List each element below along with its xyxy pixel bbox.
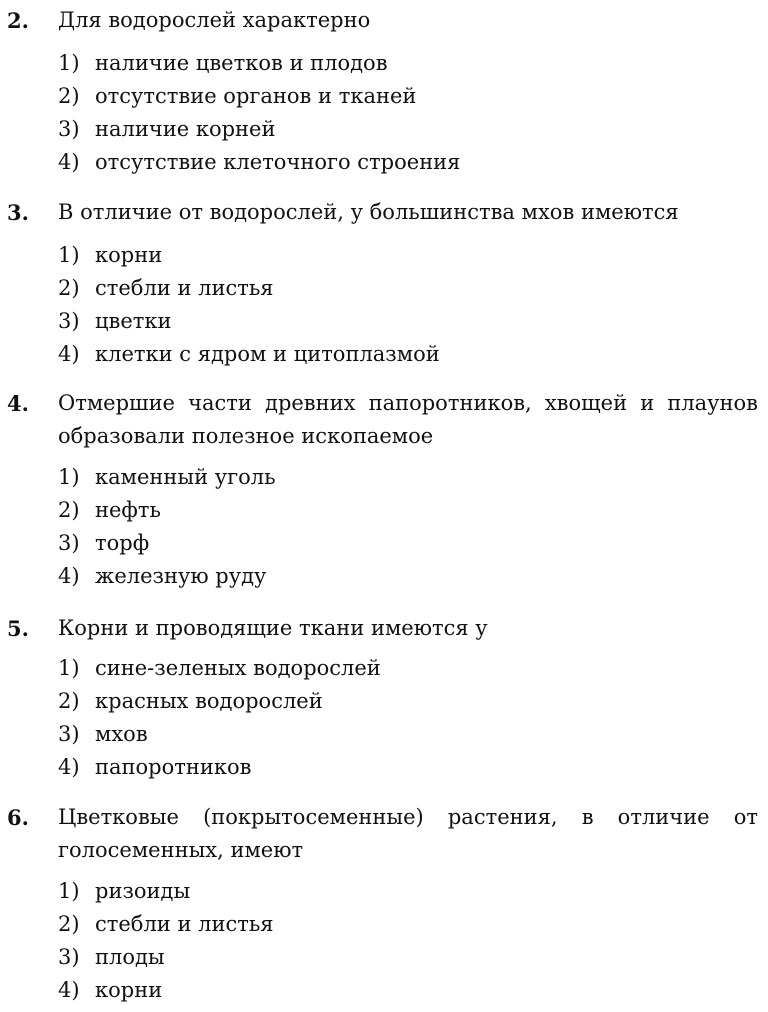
answer-option[interactable]: [58, 560, 758, 593]
option-number: 3): [58, 117, 80, 141]
option-text: сине-зеленых водорослей: [95, 656, 381, 680]
answer-option[interactable]: [58, 652, 758, 685]
answer-option[interactable]: [58, 80, 758, 113]
option-number: 1): [58, 465, 80, 489]
option-text: корни: [95, 978, 163, 1002]
option-text: красных водорослей: [95, 689, 323, 713]
option-text: цветки: [95, 309, 172, 333]
option-text: клетки с ядром и цитоплазмой: [95, 342, 440, 366]
question-number: 3.: [7, 200, 29, 225]
option-text: стебли и листья: [95, 912, 274, 936]
answer-options: [58, 461, 758, 593]
option-text: стебли и листья: [95, 276, 274, 300]
option-number: 3): [58, 531, 80, 555]
option-text: отсутствие органов и тканей: [95, 84, 417, 108]
option-text: мхов: [95, 722, 148, 746]
answer-option[interactable]: [58, 941, 758, 974]
question-number: 5.: [7, 616, 29, 641]
question-text: Отмершие части древних папоротников, хвощей и плаунов образовали полезное ископаемое: [58, 391, 758, 448]
option-number: 3): [58, 722, 80, 746]
option-number: 1): [58, 51, 80, 75]
answer-option[interactable]: [58, 305, 758, 338]
answer-option[interactable]: [58, 974, 758, 1007]
option-number: 4): [58, 978, 80, 1002]
answer-option[interactable]: [58, 461, 758, 494]
answer-option[interactable]: [58, 908, 758, 941]
option-number: 2): [58, 689, 80, 713]
option-number: 1): [58, 243, 80, 267]
answer-options: [58, 47, 758, 179]
option-text: отсутствие клеточного строения: [95, 150, 461, 174]
option-number: 3): [58, 309, 80, 333]
question-number: 2.: [7, 8, 29, 33]
answer-option[interactable]: [58, 146, 758, 179]
answer-options: [58, 239, 758, 371]
option-text: плоды: [95, 945, 165, 969]
answer-option[interactable]: [58, 47, 758, 80]
answer-options: [58, 875, 758, 1007]
option-number: 1): [58, 879, 80, 903]
option-number: 4): [58, 755, 80, 779]
option-text: корни: [95, 243, 163, 267]
answer-options: [58, 652, 758, 784]
answer-option[interactable]: [58, 113, 758, 146]
answer-option[interactable]: [58, 751, 758, 784]
answer-option[interactable]: [58, 685, 758, 718]
option-number: 3): [58, 945, 80, 969]
answer-option[interactable]: [58, 272, 758, 305]
answer-option[interactable]: [58, 527, 758, 560]
option-number: 2): [58, 84, 80, 108]
option-number: 4): [58, 342, 80, 366]
option-text: наличие корней: [95, 117, 276, 141]
question-text: В отличие от водорослей, у большинства мхов имеются: [58, 200, 679, 224]
option-number: 2): [58, 498, 80, 522]
answer-option[interactable]: [58, 494, 758, 527]
option-text: нефть: [95, 498, 161, 522]
option-text: папоротников: [95, 755, 252, 779]
question-number: 6.: [7, 805, 29, 830]
option-number: 4): [58, 150, 80, 174]
option-number: 2): [58, 912, 80, 936]
option-text: железную руду: [95, 564, 267, 588]
answer-option[interactable]: [58, 875, 758, 908]
question-number: 4.: [7, 391, 29, 416]
answer-option[interactable]: [58, 239, 758, 272]
option-text: наличие цветков и плодов: [95, 51, 388, 75]
option-text: ризоиды: [95, 879, 191, 903]
option-number: 2): [58, 276, 80, 300]
answer-option[interactable]: [58, 338, 758, 371]
option-number: 4): [58, 564, 80, 588]
question-text: Для водорослей характерно: [58, 8, 371, 32]
question-text: Цветковые (покрытосеменные) растения, в отличие от голосеменных, имеют: [58, 805, 758, 862]
option-text: каменный уголь: [95, 465, 276, 489]
option-number: 1): [58, 656, 80, 680]
answer-option[interactable]: [58, 718, 758, 751]
option-text: торф: [95, 531, 150, 555]
question-text: Корни и проводящие ткани имеются у: [58, 616, 488, 640]
